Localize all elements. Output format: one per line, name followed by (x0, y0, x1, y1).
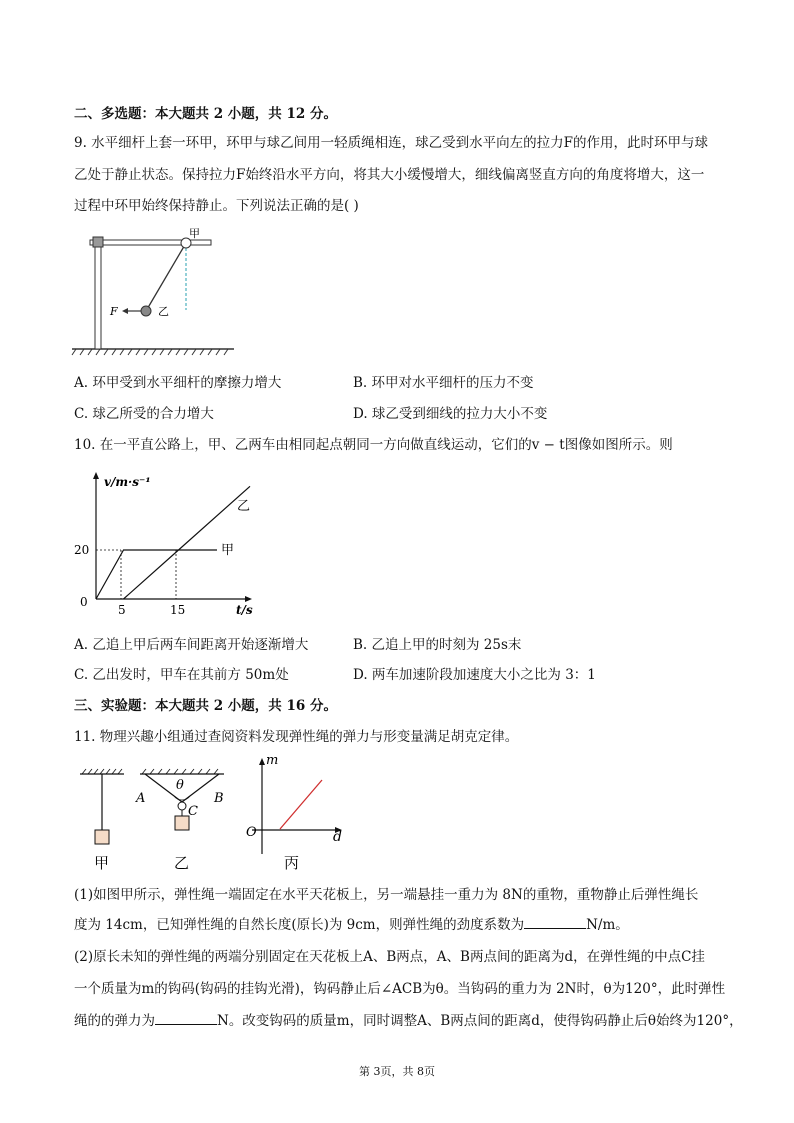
q9-text-line-3: 过程中环甲始终保持静止。下列说法正确的是( ) (74, 198, 359, 214)
horizontal-rod (90, 240, 211, 245)
x-axis-label: t/s (236, 603, 253, 617)
clamp (93, 237, 103, 247)
page-footer: 第 3页，共 8页 (359, 1065, 435, 1078)
q9-text-line-1: 9. 水平细杆上套一环甲，环甲与球乙间用一轻质绳相连，球乙受到水平向左的拉力F的作用，此时环甲与球 (74, 135, 709, 151)
figure-yi (135, 769, 224, 872)
q11-p2-line-3-rest: N。改变钩码的质量m，同时调整A、B两点间的距离d，使得钩码静止后θ始终为120°， (217, 1013, 743, 1029)
vertical-post (95, 244, 101, 349)
ground-hatch (72, 349, 228, 355)
bing-graph-line (280, 780, 322, 829)
series-jia-line (96, 550, 217, 599)
caption-yi: 乙 (174, 854, 190, 872)
x-axis-arrow (245, 596, 252, 602)
label-C: C (188, 804, 198, 819)
q9-figure (70, 226, 240, 356)
q11-p1-line-2-text: 度为 14cm，已知弹性绳的自然长度(原长)为 9cm，则弹性绳的劲度系数为 (74, 917, 525, 933)
q9-option-d: D. 球乙受到细线的拉力大小不变 (353, 406, 548, 422)
q11-p2-line-2: 一个质量为m的钩码(钩码的挂钩光滑)，钩码静止后∠ACB为θ。当钩码的重力为 2N时，θ为120°，此时弹性 (74, 981, 726, 997)
q10-option-d: D. 两车加速阶段加速度大小之比为 3：1 (353, 667, 596, 683)
label-ball: 乙 (158, 305, 169, 318)
caption-bing: 丙 (284, 854, 300, 872)
q11-p2-line-3 (74, 1012, 743, 1030)
q11-p2-line-3-text: 绳的的弹力为 (74, 1013, 155, 1029)
answer-blank-1[interactable] (524, 916, 586, 929)
x-tick-15: 15 (170, 603, 186, 617)
q9-option-b: B. 环甲对水平细杆的压力不变 (353, 375, 534, 391)
string (146, 243, 186, 311)
figure-jia (80, 769, 124, 872)
figure-bing (246, 754, 342, 872)
section-header-multiple-choice: 二、多选题：本大题共 2 小题，共 12 分。 (74, 106, 337, 122)
q10-option-a: A. 乙追上甲后两车间距离开始逐渐增大 (74, 637, 309, 653)
series-yi-label: 乙 (237, 499, 251, 514)
answer-blank-2[interactable] (155, 1012, 217, 1025)
origin-label: 0 (80, 595, 88, 609)
label-m: m (266, 754, 279, 768)
q9-option-c: C. 球乙所受的合力增大 (74, 406, 214, 422)
q11-p1-line-2 (74, 916, 629, 934)
y-tick-20: 20 (74, 543, 90, 557)
y-axis-arrow (93, 472, 99, 479)
caption-jia: 甲 (94, 854, 110, 872)
label-ring: 甲 (189, 227, 200, 240)
ball-yi (141, 306, 151, 316)
q10-option-b: B. 乙追上甲的时刻为 25s末 (353, 637, 522, 653)
q10-option-c: C. 乙出发时，甲车在其前方 50m处 (74, 667, 289, 683)
q11-p2-line-1: (2)原长未知的弹性绳的两端分别固定在天花板上A、B两点，A、B两点间的距离为d，在弹性绳的中点C挂 (74, 949, 705, 965)
q10-text-line-1: 10. 在一平直公路上，甲、乙两车由相同起点朝同一方向做直线运动，它们的v − t图像如图所示。则 (74, 437, 673, 453)
q9-text-line-2: 乙处于静止状态。保持拉力F始终沿水平方向，将其大小缓慢增大，细线偏离竖直方向的角度将增大，这一 (74, 167, 705, 183)
q9-option-a: A. 环甲受到水平细杆的摩擦力增大 (74, 375, 282, 391)
q11-p1-unit: N/m。 (586, 917, 629, 933)
q11-p1-line-1: (1)如图甲所示，弹性绳一端固定在水平天花板上，另一端悬挂一重力为 8N的重物，重物静止后弹性绳长 (74, 887, 699, 903)
q11-figure (74, 754, 364, 874)
label-d: d (333, 829, 342, 845)
label-force: F (110, 305, 118, 318)
x-tick-5: 5 (118, 603, 126, 617)
force-arrowhead (122, 308, 128, 314)
section-header-experiment: 三、实验题：本大题共 2 小题，共 16 分。 (74, 698, 337, 714)
series-jia-label: 甲 (221, 543, 235, 558)
q11-text-line-1: 11. 物理兴趣小组通过查阅资料发现弹性绳的弹力与形变量满足胡克定律。 (74, 729, 519, 745)
label-theta: θ (176, 778, 184, 793)
label-O: O (246, 825, 257, 840)
label-A: A (136, 791, 146, 806)
y-axis-label: v/m·s⁻¹ (104, 475, 151, 489)
q10-vt-chart (74, 467, 264, 617)
label-B: B (214, 791, 224, 806)
